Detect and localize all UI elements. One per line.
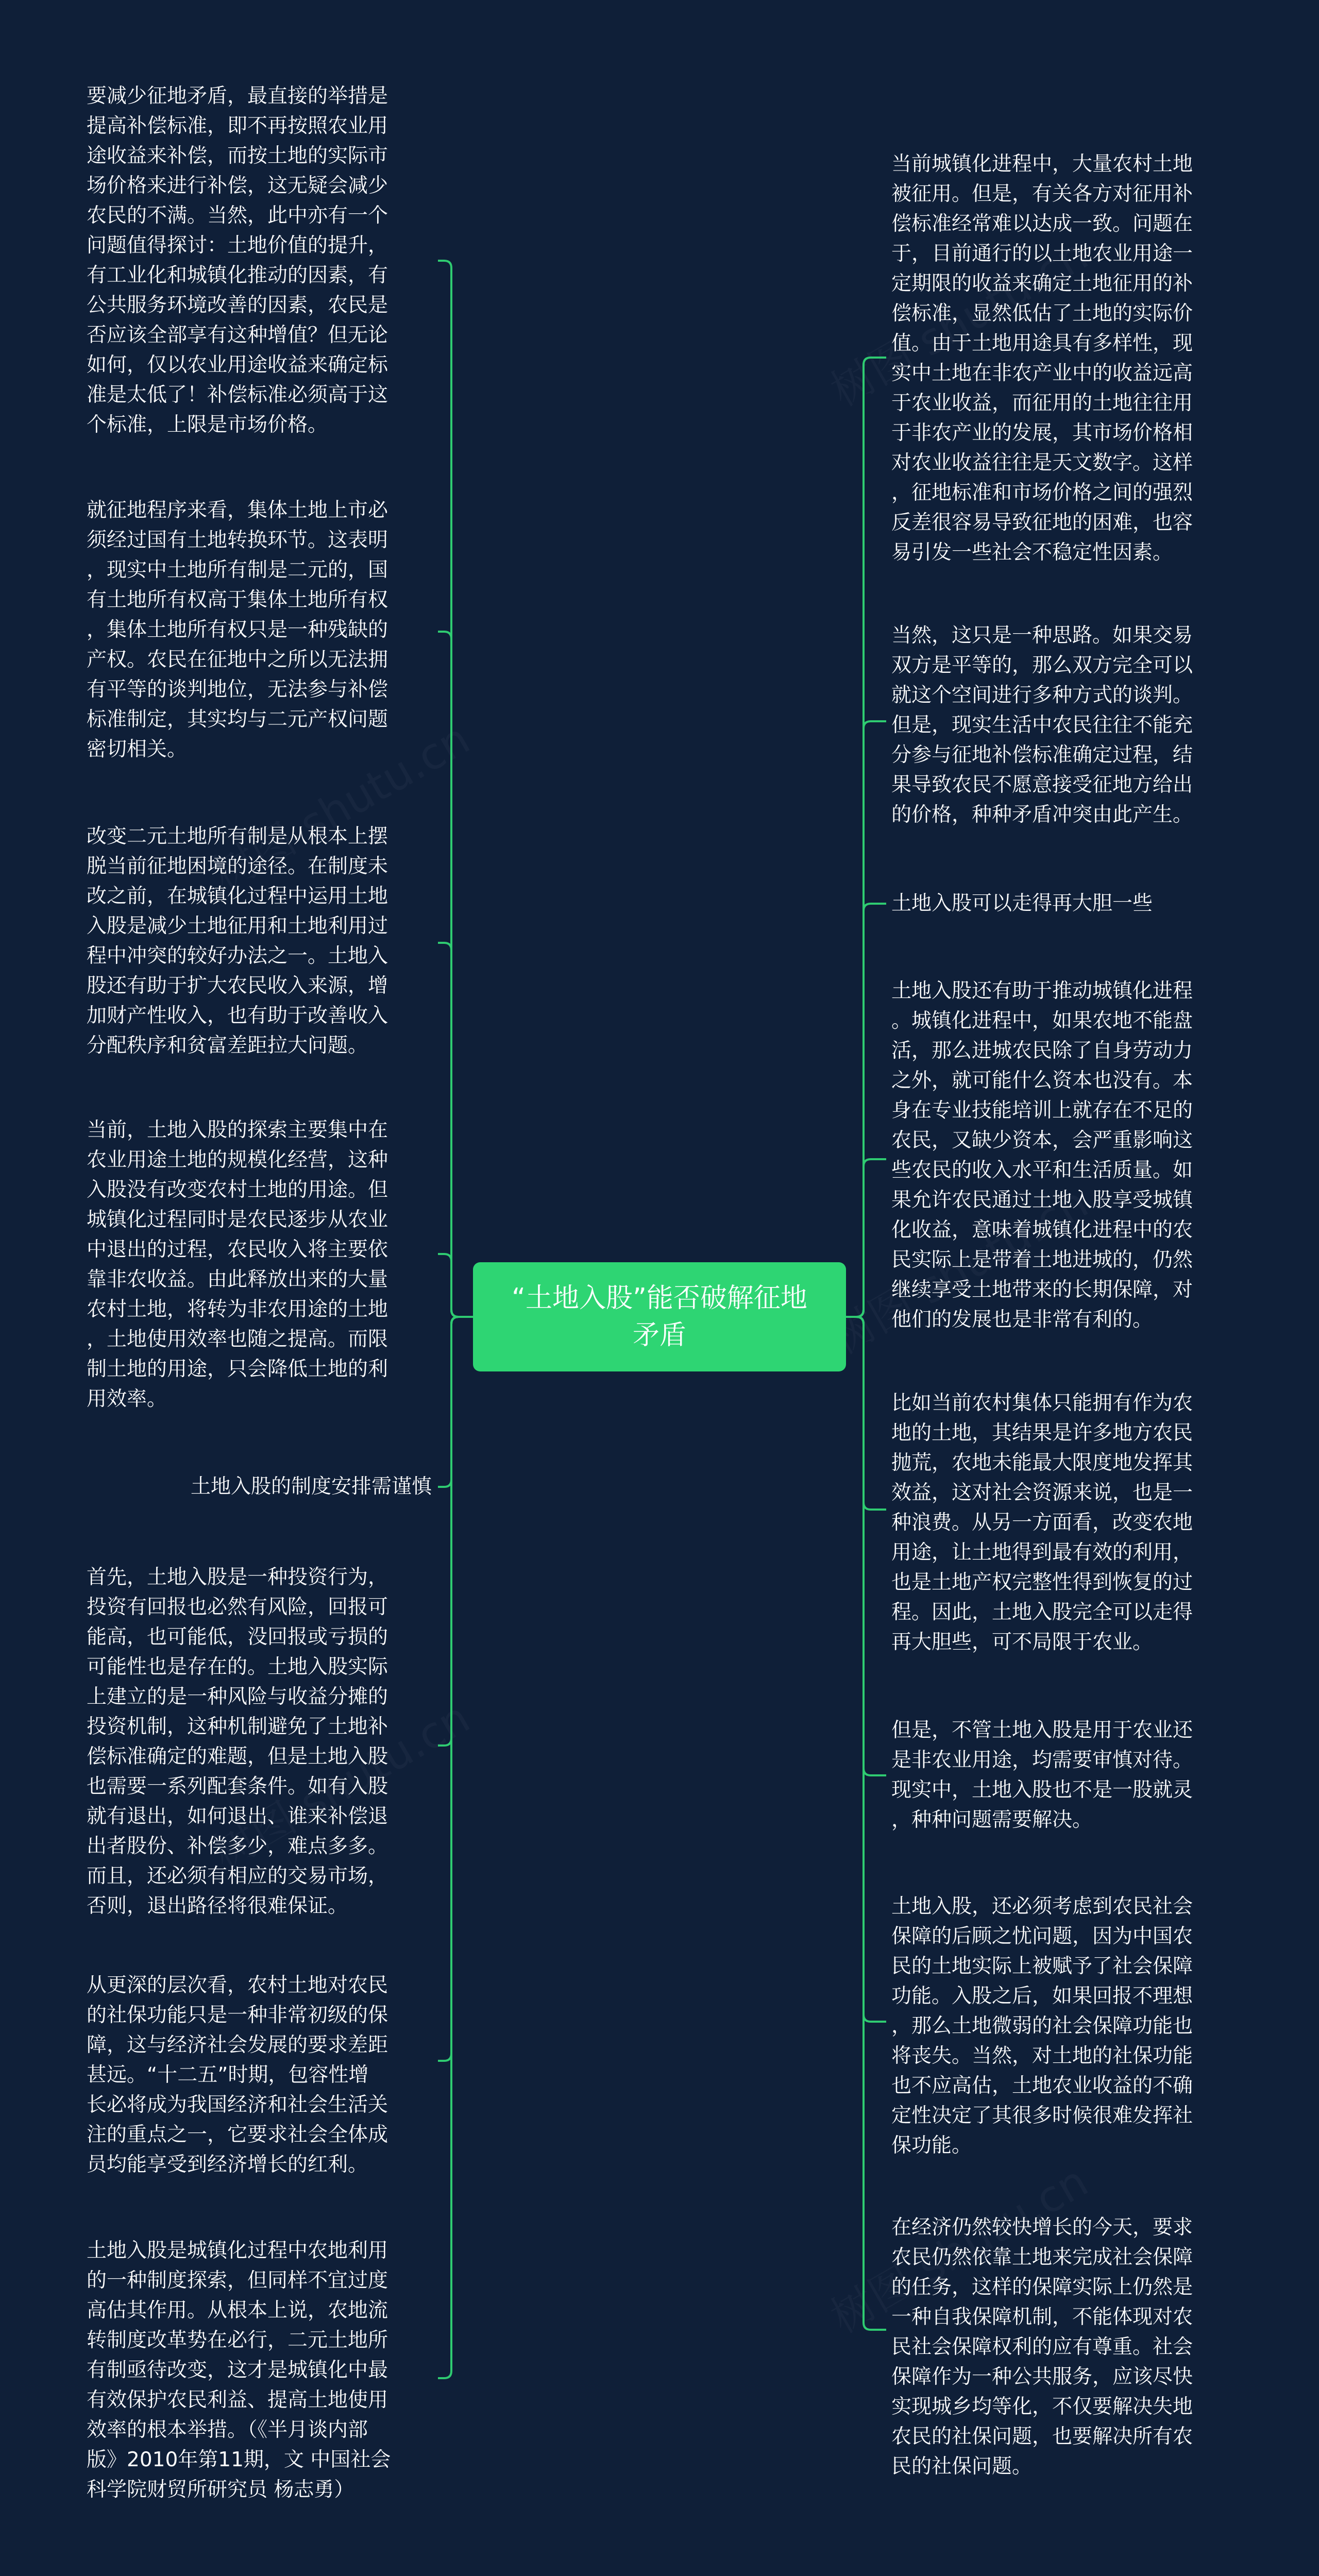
right-node-4[interactable]: 土地入股还有助于推动城镇化进程 。城镇化进程中，如果农地不能盘 活，那么进城农民除了自身劳动力 之外，就可能什么资本也没有。本 身在专业技能培训上就存在不足的 农民，又缺少资本，会严重影响这 些农民的收入水平和生活质量。如 果允许农民通过土地入股享受城镇 化收益，意味着城镇化进程中的农 民实际上是带着土地进城的，仍然 继续享受土地带来的长期保障，对 他们的发展也是非常有利的。 [891,979,1193,1331]
connector-left-3 [438,943,473,1317]
connector-left-6 [438,1317,473,1745]
connector-right-8 [846,1317,886,2330]
connector-left-2 [438,632,473,1317]
left-node-7[interactable]: 从更深的层次看，农村土地对农民 的社保功能只是一种非常初级的保 障，这与经济社会发展的要求差距 甚远。“十二五”时期，包容性增 长必将成为我国经济和社会生活关 注的重点之一，它要求社会全体成 员均能享受到经济增长的红利。 [87,1974,388,2176]
left-node-5[interactable]: 土地入股的制度安排需谨慎 [190,1475,432,1498]
central-topic[interactable] [473,1262,846,1371]
right-node-1[interactable]: 当前城镇化进程中，大量农村土地 被征用。但是，有关各方对征用补 偿标准经常难以达成一致。问题在 于，目前通行的以土地农业用途一 定期限的收益来确定土地征用的补 偿标准，显然低估了土地的实际价 值。由于土地用途具有多样性，现 实中土地在非农产业中的收益远高 于农业收益，而征用的土地往往用 于非农产业的发展，其市场价格相 对农业收益往往是天文数字。这样 ，征地标准和市场价格之间的强烈 反差很容易导致征地的困难，也容 易引发一些社会不稳定性因素。 [891,152,1193,564]
connector-right-7 [846,1317,886,2022]
right-node-7[interactable]: 土地入股，还必须考虑到农民社会 保障的后顾之忧问题，因为中国农 民的土地实际上被赋予了社会保障 功能。入股之后，如果回报不理想 ，那么土地微弱的社会保障功能也 将丧失。当然，对土地的社保功能 也不应高估，土地农业收益的不确 定性决定了其很多时候很难发挥社 保功能。 [891,1895,1193,2157]
right-node-5[interactable]: 比如当前农村集体只能拥有作为农 地的土地，其结果是许多地方农民 抛荒，农地未能最大限度地发挥其 效益，这对社会资源来说，也是一 种浪费。从另一方面看，改变农地 用途，让土地得到最有效的利用， 也是土地产权完整性得到恢复的过 程。因此，土地入股完全可以走得 再大胆些，可不局限于农业。 [891,1392,1193,1654]
connector-right-5 [846,1317,886,1510]
connector-right-3 [846,904,886,1317]
left-node-1[interactable]: 要减少征地矛盾，最直接的举措是 提高补偿标准，即不再按照农业用 途收益来补偿，而按土地的实际市 场价格来进行补偿，这无疑会减少 农民的不满。当然，此中亦有一个 问题值得探讨：土地价值的提升， 有工业化和城镇化推动的因素，有 公共服务环境改善的因素，农民是 否应该全部享有这种增值？但无论 如何，仅以农业用途收益来确定标 准是太低了！补偿标准必须高于这 个标准，上限是市场价格。 [87,84,388,436]
central-topic-title: “土地入股”能否破解征地矛盾 [512,1283,807,1351]
left-node-2[interactable]: 就征地程序来看，集体土地上市必 须经过国有土地转换环节。这表明 ，现实中土地所有制是二元的，国 有土地所有权高于集体土地所有权 ，集体土地所有权只是一种残缺的 产权。农民在征地中之所以无法拥 有平等的谈判地位，无法参与补偿 标准制定，其实均与二元产权问题 密切相关。 [87,499,388,761]
connector-left-4 [438,1254,473,1317]
connector-left-1 [438,261,473,1317]
left-node-4[interactable]: 当前，土地入股的探索主要集中在 农业用途土地的规模化经营，这种 入股没有改变农村土地的用途。但 城镇化过程同时是农民逐步从农业 中退出的过程，农民收入将主要依 靠非农收益。由此释放出来的大量 农村土地，将转为非农用途的土地 ，土地使用效率也随之提高。而限 制土地的用途，只会降低土地的利 用效率。 [87,1118,388,1411]
right-node-3[interactable]: 土地入股可以走得再大胆一些 [891,892,1153,915]
right-node-6[interactable]: 但是，不管土地入股是用于农业还 是非农业用途，均需要审慎对待。 现实中，土地入股也不是一股就灵 ，种种问题需要解决。 [891,1719,1193,1832]
connector-right-4 [846,1159,886,1317]
right-node-2[interactable]: 当然，这只是一种思路。如果交易 双方是平等的，那么双方完全可以 就这个空间进行多种方式的谈判。 但是，现实生活中农民往往不能充 分参与征地补偿标准确定过程，结 果导致农民不愿意接受征地方给出 的价格，种种矛盾冲突由此产生。 [891,624,1193,826]
right-node-8[interactable]: 在经济仍然较快增长的今天，要求 农民仍然依靠土地来完成社会保障 的任务，这样的保障实际上仍然是 一种自我保障机制，不能体现对农 民社会保障权利的应有尊重。社会 保障作为一种公共服务，应该尽快 实现城乡均等化，不仅要解决失地 农民的社保问题，也要解决所有农 民的社保问题。 [891,2216,1193,2478]
connector-right-1 [846,358,886,1317]
left-node-3[interactable]: 改变二元土地所有制是从根本上摆 脱当前征地困境的途径。在制度未 改之前，在城镇化过程中运用土地 入股是减少土地征用和土地利用过 程中冲突的较好办法之一。土地入 股还有助于扩大农民收入来源，增 加财产性收入，也有助于改善收入 分配秩序和贫富差距拉大问题。 [87,825,388,1057]
connector-left-8 [438,1317,473,2378]
connector-right-2 [846,721,886,1317]
left-node-6[interactable]: 首先，土地入股是一种投资行为， 投资有回报也必然有风险，回报可 能高，也可能低，没回报或亏损的 可能性也是存在的。土地入股实际 上建立的是一种风险与收益分摊的 投资机制，这种机制避免了土地补 偿标准确定的难题，但是土地入股 也需要一系列配套条件。如有入股 就有退出，如何退出、谁来补偿退 出者股份、补偿多少，难点多多。 而且，还必须有相应的交易市场， 否则，退出路径将很难保证。 [87,1566,388,1918]
left-node-8[interactable]: 土地入股是城镇化过程中农地利用 的一种制度探索，但同样不宜过度 高估其作用。从根本上说，农地流 转制度改革势在必行，二元土地所 有制亟待改变，这才是城镇化中最 有效保护农民利益、提高土地使用 效率的根本举措。（《半月谈内部 版》2010年第11期，文 中国社会 科学院财贸所研究员 杨志勇） [87,2239,391,2501]
connector-left-7 [438,1317,473,2061]
connector-right-6 [846,1317,886,1775]
connector-left-5 [438,1317,473,1487]
